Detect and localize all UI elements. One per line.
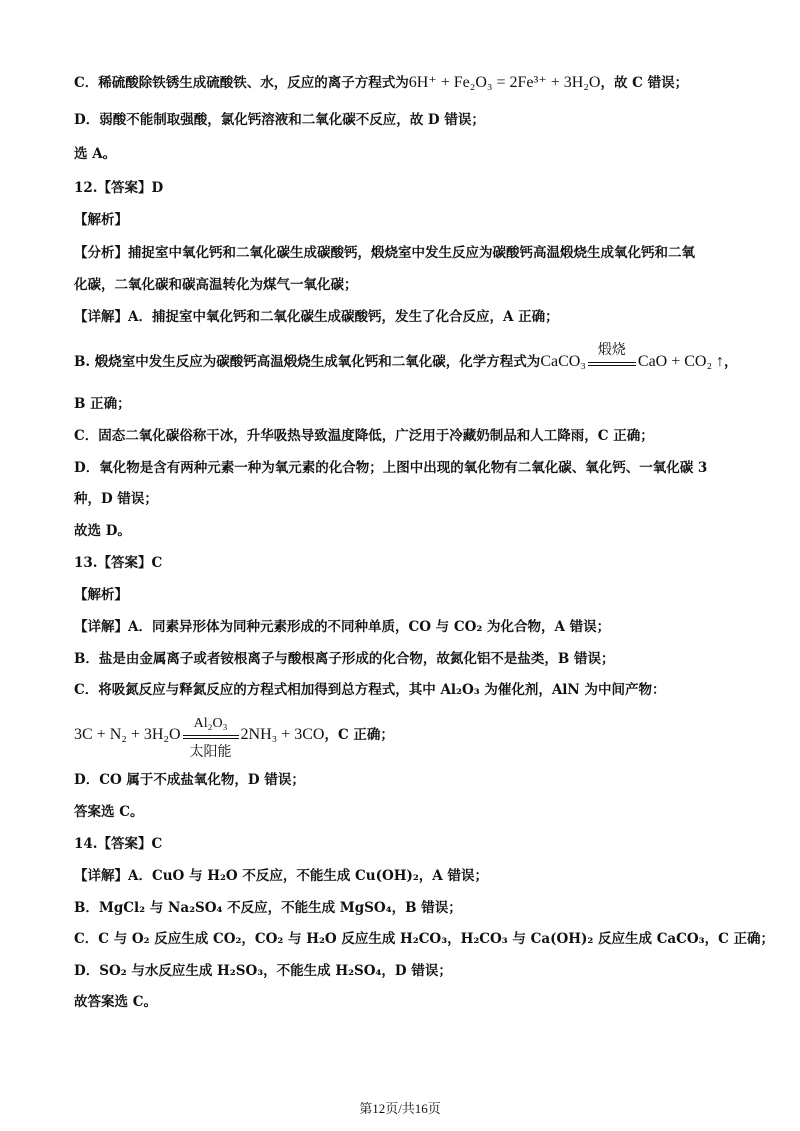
- q13-analysis-heading: 【解析】: [74, 587, 128, 603]
- q12-analysis-heading: 【解析】: [74, 212, 128, 228]
- text: ，C 正确；: [324, 727, 394, 743]
- q12-detail-c: C．固态二氧化碳俗称干冰，升华吸热导致温度降低，广泛用于冷藏奶制品和人工降雨，C 正确；: [74, 428, 654, 444]
- line-choose-a: 选 A。: [74, 146, 117, 162]
- q14-detail-a: 【详解】A．CuO 与 H₂O 不反应，不能生成 Cu(OH)₂，A 错误；: [74, 868, 488, 884]
- line-c-rust: [74, 73, 730, 93]
- q12-analysis-2: 化碳，二氧化碳和碳高温转化为煤气一氧化碳；: [74, 277, 358, 293]
- q14-detail-d: D．SO₂ 与水反应生成 H₂SO₃，不能生成 H₂SO₄，D 错误；: [74, 963, 452, 979]
- q13-conclusion: 答案选 C。: [74, 804, 144, 820]
- reaction-condition: [183, 715, 239, 760]
- text: ，: [724, 354, 738, 370]
- q14-answer: 14.【答案】C: [74, 836, 163, 852]
- text: C．稀硫酸除铁锈生成硫酸铁、水，反应的离子方程式为: [74, 75, 409, 91]
- line-d-weak-acid: D．弱酸不能制取强酸，氯化钙溶液和二氧化碳不反应，故 D 错误；: [74, 112, 485, 128]
- ionic-equation: 6H⁺ + Fe₂O₃ = 2Fe³⁺ + 3H₂O: [408, 74, 601, 91]
- q13-detail-c: C．将吸氮反应与释氮反应的方程式相加得到总方程式，其中 Al₂O₃ 为催化剂，AlN 为中间产物：: [74, 682, 666, 698]
- q13-equation: [74, 715, 730, 760]
- q12-detail-b: [74, 342, 738, 372]
- q14-conclusion: 故答案选 C。: [74, 994, 157, 1010]
- q12-detail-a: 【详解】A．捕捉室中氧化钙和二氧化碳生成碳酸钙，发生了化合反应，A 正确；: [74, 309, 559, 325]
- reaction-condition: [588, 342, 636, 366]
- text: B. 煅烧室中发生反应为碳酸钙高温煅烧生成氧化钙和二氧化碳，化学方程式为: [74, 354, 541, 370]
- condition-bottom: 太阳能: [189, 744, 232, 760]
- q13-detail-b: B．盐是由金属离子或者铵根离子与酸根离子形成的化合物，故氮化铝不是盐类，B 错误；: [74, 651, 615, 667]
- q12-detail-b-2: B 正确；: [74, 396, 131, 412]
- q14-detail-b: B．MgCl₂ 与 Na₂SO₄ 不反应，不能生成 MgSO₄，B 错误；: [74, 900, 462, 916]
- q12-detail-d: D．氧化物是含有两种元素一种为氧元素的化合物；上图中出现的氧化物有二氧化碳、氧化钙、一氧化碳 3: [74, 460, 708, 476]
- q13-detail-a: 【详解】A．同素异形体为同种元素形成的不同种单质，CO 与 CO₂ 为化合物，A 错误；: [74, 619, 611, 635]
- text: ，故 C 错误；: [600, 75, 689, 91]
- q14-detail-c: C．C 与 O₂ 反应生成 CO₂，CO₂ 与 H₂O 反应生成 H₂CO₃，H₂CO₃ 与 Ca(OH)₂ 反应生成 CaCO₃，C 正确；: [74, 931, 775, 947]
- q13-detail-d: D．CO 属于不成盐氧化物，D 错误；: [74, 772, 305, 788]
- equation-left: 3C + N₂ + 3H₂O: [74, 726, 181, 743]
- q12-detail-d-2: 种，D 错误；: [74, 491, 158, 507]
- q12-analysis-1: 【分析】捕捉室中氧化钙和二氧化碳生成碳酸钙，煅烧室中发生反应为碳酸钙高温煅烧生成氧化钙和二氧: [74, 245, 695, 261]
- q12-conclusion: 故选 D。: [74, 523, 131, 539]
- q13-answer: 13.【答案】C: [74, 555, 163, 571]
- condition-top: Al₂O₃: [193, 715, 228, 731]
- equation-left: CaCO₃: [540, 353, 586, 370]
- q12-answer: 12.【答案】D: [74, 180, 164, 196]
- page-footer: 第12页/共16页: [359, 1101, 441, 1116]
- condition-top: 煅烧: [597, 342, 626, 358]
- equation-right: CaO + CO₂ ↑: [637, 353, 725, 370]
- equation-right: 2NH₃ + 3CO: [240, 726, 325, 743]
